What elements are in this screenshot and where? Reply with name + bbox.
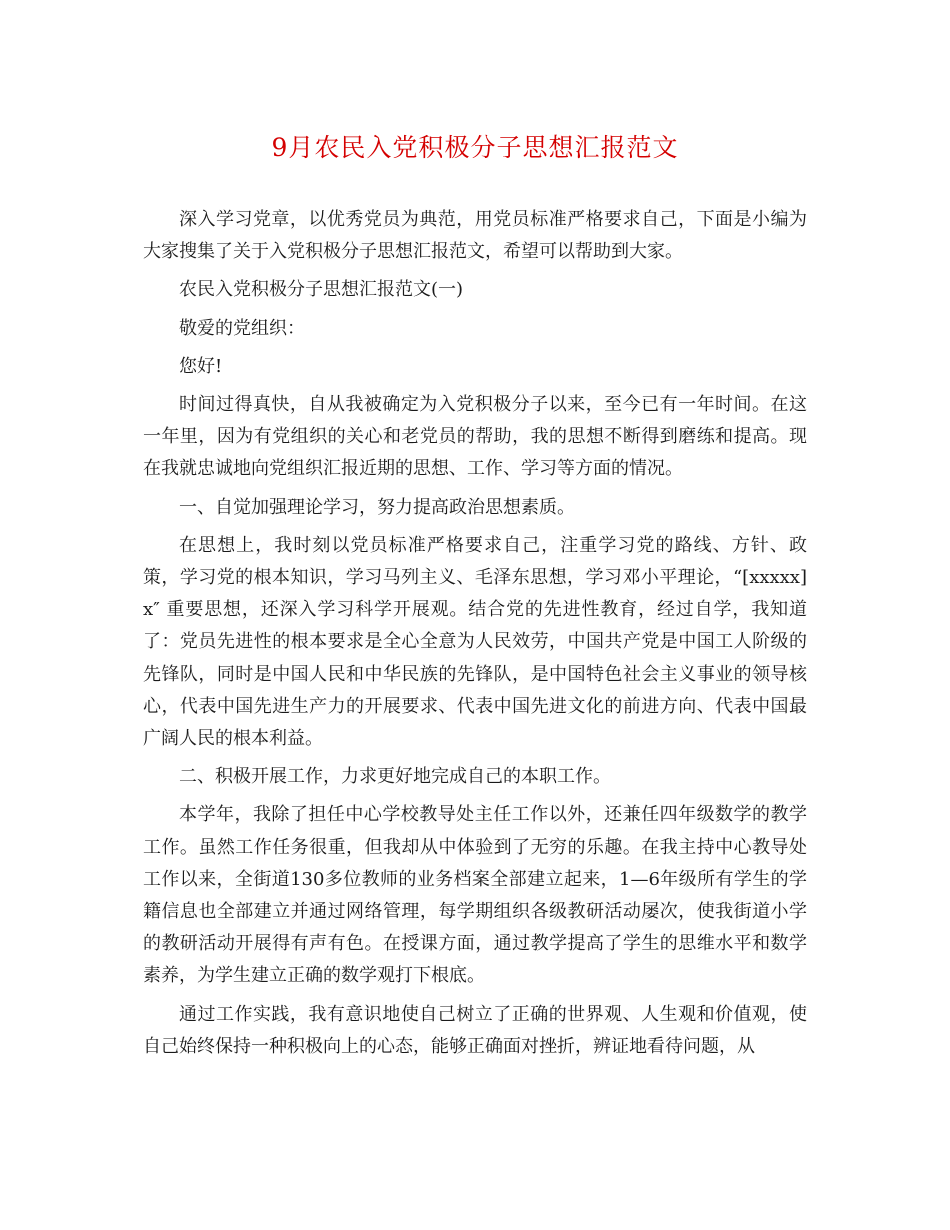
salutation: 敬爱的党组织： [179, 317, 305, 339]
document-body [143, 204, 807, 1069]
point-heading-one: 一、自觉加强理论学习，努力提高政治思想素质。 [179, 496, 575, 518]
body-paragraph: 通过工作实践，我有意识地使自己树立了正确的世界观、人生观和价值观，使自己始终保持一种积极向上的心态，能够正确面对挫折，辨证地看待问题，从 [143, 1003, 807, 1057]
document-title: 9月农民入党积极分子思想汇报范文 [271, 133, 679, 162]
point-heading-two: 二、积极开展工作，力求更好地完成自己的本职工作。 [179, 766, 611, 788]
body-paragraph: 本学年，我除了担任中心学校教导处主任工作以外，还兼任四年级数学的教学工作。虽然工作任务很重，但我却从中体验到了无穷的乐趣。在我主持中心教导处工作以来，全街道130多位教师的业务档案全部建立起来，1—6年级所有学生的学籍信息也全部建立并通过网络管理，每学期组织各级教研活动屡次，使我街道小学的教研活动开展得有声有色。在授课方面，通过教学提高了学生的思维水平和数学素养，为学生建立正确的数学观打下根底。 [143, 804, 807, 987]
body-paragraph: 时间过得真快，自从我被确定为入党积极分子以来，至今已有一年时间。在这一年里，因为有党组织的关心和老党员的帮助，我的思想不断得到磨练和提高。现在我就忠诚地向党组织汇报近期的思想、工作、学习等方面的情况。 [143, 394, 807, 480]
body-paragraph: 在思想上，我时刻以党员标准严格要求自己，注重学习党的路线、方针、政策，学习党的根本知识，学习马列主义、毛泽东思想，学习邓小平理论，“[xxxxx]x″ 重要思想，还深入学习科学开展观。结合党的先进性教育，经过自学，我知道了：党员先进性的根本要求是全心全意为人民效劳，中国共产党是中国工人阶级的先锋队，同时是中国人民和中华民族的先锋队，是中国特色社会主义事业的领导核心，代表中国先进生产力的开展要求、代表中国先进文化的前进方向、代表中国最广阔人民的根本利益。 [143, 534, 807, 750]
greeting: 您好! [179, 355, 223, 377]
section-heading-one: 农民入党积极分子思想汇报范文(一) [179, 279, 464, 301]
intro-paragraph: 深入学习党章，以优秀党员为典范，用党员标准严格要求自己，下面是小编为大家搜集了关于入党积极分子思想汇报范文，希望可以帮助到大家。 [143, 209, 807, 263]
